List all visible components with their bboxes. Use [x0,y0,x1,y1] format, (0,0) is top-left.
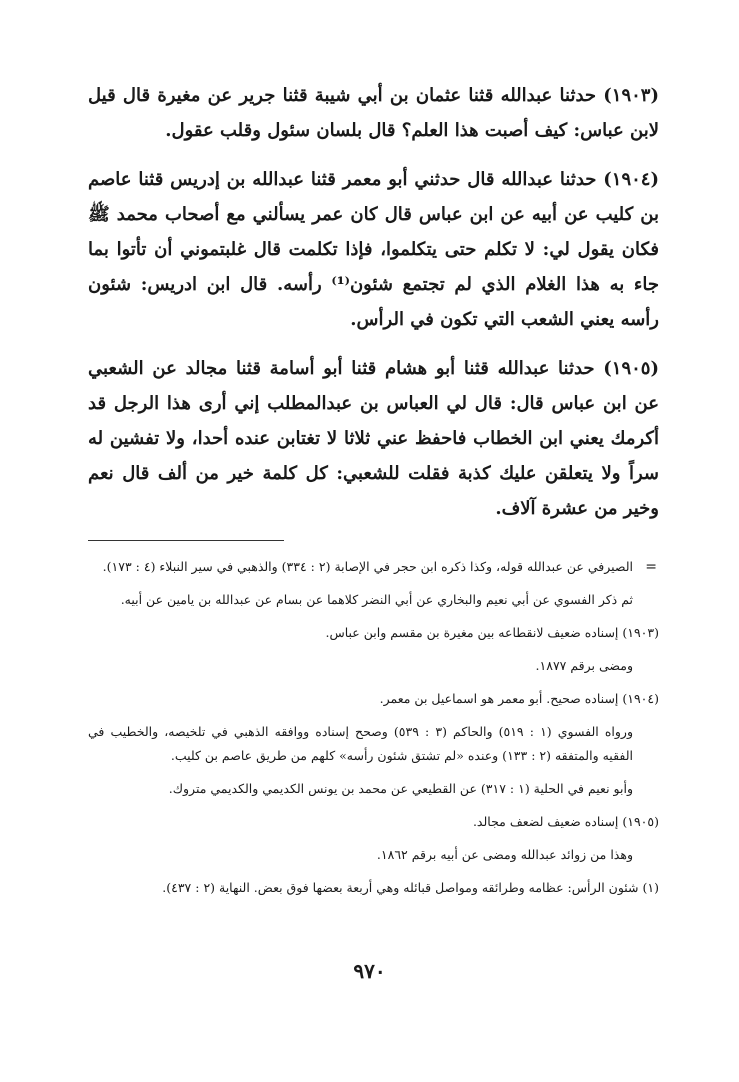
footnote-1: (١) شئون الرأس: عظامه وطرائقه ومواصل قبائله وهي أربعة بعضها فوق بعض. النهاية (٢ : ٤٣٧). [162,880,659,895]
footnote-divider [88,540,284,541]
note-1903-detail: ومضى برقم ١٨٧٧. [535,658,633,673]
main-text [88,78,659,526]
hadith-1905: (١٩٠٥) حدثنا عبدالله قثنا أبو هشام قثنا أبو أسامة قثنا مجالد عن الشعبي عن ابن عباس قال: قال لي العباس بن عبدالمطلب إني أرى هذا الرجل قد أكرمك يعني ابن الخطاب فاحفظ عني ثلاثا لا تغتابن عنده أحدا، ولا تفشين له سراً ولا يتعلقن عليك كذبة فقلت للشعبي: كل كلمة خير من ألف قال نعم وخير من عشرة آلاف. [88,358,659,519]
note-1904-detail-2: وأبو نعيم في الحلية (١ : ٣١٧) عن القطيعي عن محمد بن يونس الكديمي والكديمي متروك. [168,781,633,796]
note-continued-1: الصيرفي عن عبدالله قوله، وكذا ذكره ابن حجر في الإصابة (٢ : ٣٣٤) والذهبي في سير النبلاء (٤ : ١٧٣). [102,559,633,574]
note-1904-detail-1: ورواه الفسوي (١ : ٥١٩) والحاكم (٣ : ٥٣٩) وصحح إسناده ووافقه الذهبي في تلخيصه، والخطيب في الفقيه والمتفقه (٢ : ١٣٣) وعنده «لم تشتق شئون رأسه» كلهم من طريق عاصم بن كليب. [88,724,633,763]
footnotes-section [88,555,659,900]
note-1905-detail: وهذا من زوائد عبدالله ومضى عن أبيه برقم ١٨٦٢. [376,847,633,862]
note-1903: (١٩٠٣) إسناده ضعيف لانقطاعه بين مغيرة بن مقسم وابن عباس. [325,625,659,640]
note-1905: (١٩٠٥) إسناده ضعيف لضعف مجالد. [472,814,659,829]
continuation-mark: = [645,559,657,575]
note-1904: (١٩٠٤) إسناده صحيح. أبو معمر هو اسماعيل بن معمر. [379,691,659,706]
note-continued-2: ثم ذكر الفسوي عن أبي نعيم والبخاري عن أبي النضر كلاهما عن بسام عن عبدالله بن يامين عن أبيه. [120,592,633,607]
hadith-1903: (١٩٠٣) حدثنا عبدالله قثنا عثمان بن أبي شيبة قثنا جرير عن مغيرة قال قيل لابن عباس: كيف أصبت هذا العلم؟ قال بلسان سئول وقلب عقول. [88,85,659,141]
hadith-1904: (١٩٠٤) حدثنا عبدالله قال حدثني أبو معمر قثنا عبدالله بن إدريس قثنا عاصم بن كليب عن أبيه عن ابن عباس قال كان عمر يسألني مع أصحاب محمد ﷺ فكان يقول لي: لا تكلم حتى يتكلموا، فإذا تكلمت قال غلبتموني أن تأتوا بما جاء به هذا الغلام الذي لم تجتمع شئون⁽¹⁾ رأسه. قال ابن ادريس: شئون رأسه يعني الشعب التي تكون في الرأس. [88,169,659,330]
page-number: ٩٧٠ [353,959,386,983]
